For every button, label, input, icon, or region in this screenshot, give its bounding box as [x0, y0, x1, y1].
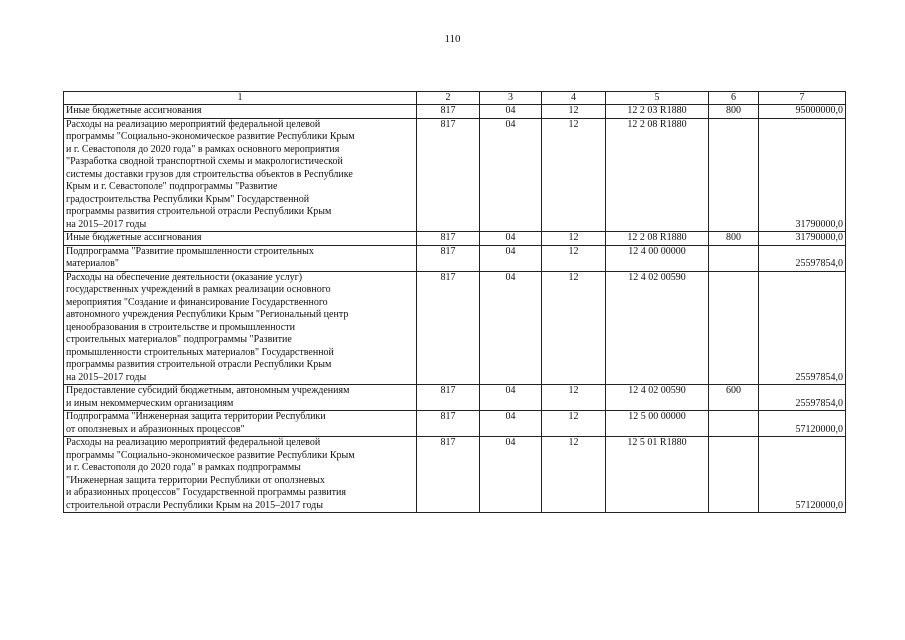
row-section-code: 04 — [480, 385, 542, 411]
row-target-article: 12 4 02 00590 — [606, 271, 709, 385]
row-subsection-code: 12 — [542, 105, 606, 119]
description-line: Предоставление субсидий бюджетным, автономным учреждениям — [66, 385, 350, 396]
table-row — [64, 245, 846, 271]
row-description — [64, 411, 417, 437]
description-line: материалов" — [66, 258, 119, 269]
row-expense-type — [709, 245, 759, 271]
description-line: и абразионных процессов" Государственной программы развития — [66, 487, 346, 498]
description-line: на 2015–2017 годы — [66, 218, 147, 230]
description-line: мероприятия "Создание и финансирование Государственного — [66, 296, 328, 308]
description-line: ценообразования в строительстве и промышленности — [66, 321, 295, 333]
row-amount: 25597854,0 — [759, 385, 846, 411]
row-description — [64, 245, 417, 271]
header-col-2: 2 — [417, 92, 480, 105]
row-amount: 57120000,0 — [759, 437, 846, 513]
row-description — [64, 271, 417, 385]
table-row — [64, 411, 846, 437]
description-line: промышленности строительных материалов" Государственной — [66, 346, 334, 358]
row-ministry-code: 817 — [417, 118, 480, 232]
row-expense-type — [709, 271, 759, 385]
description-line: и г. Севастополя до 2020 года" в рамках подпрограммы — [66, 462, 301, 473]
table-row — [64, 385, 846, 411]
description-line: государственных учреждений в рамках реализации основного — [66, 284, 331, 295]
row-subsection-code: 12 — [542, 411, 606, 437]
description-line: программы развития строительной отрасли Республики Крым — [66, 359, 332, 370]
row-amount: 95000000,0 — [759, 105, 846, 119]
row-section-code: 04 — [480, 437, 542, 513]
description-line: строительной отрасли Республики Крым на 2015–2017 годы — [66, 499, 323, 511]
header-col-6: 6 — [709, 92, 759, 105]
description-line: программы "Социально-экономическое развитие Республики Крым — [66, 449, 355, 461]
header-col-5: 5 — [606, 92, 709, 105]
row-subsection-code: 12 — [542, 437, 606, 513]
row-target-article: 12 5 00 00000 — [606, 411, 709, 437]
row-description — [64, 105, 417, 119]
table-row — [64, 271, 846, 385]
header-col-7: 7 — [759, 92, 846, 105]
row-amount: 31790000,0 — [759, 118, 846, 232]
description-line: Расходы на реализацию мероприятий федеральной целевой — [66, 118, 321, 130]
description-line: Иные бюджетные ассигнования — [66, 232, 202, 243]
row-subsection-code: 12 — [542, 118, 606, 232]
row-ministry-code: 817 — [417, 271, 480, 385]
row-amount: 25597854,0 — [759, 245, 846, 271]
description-line: на 2015–2017 годы — [66, 371, 147, 383]
row-section-code: 04 — [480, 232, 542, 246]
row-ministry-code: 817 — [417, 105, 480, 119]
row-amount: 25597854,0 — [759, 271, 846, 385]
description-line: и иным некоммерческим организациям — [66, 397, 234, 409]
row-expense-type: 600 — [709, 385, 759, 411]
row-target-article: 12 4 00 00000 — [606, 245, 709, 271]
row-description — [64, 385, 417, 411]
description-line: "Разработка сводной транспортной схемы и макрологистической — [66, 156, 343, 167]
row-description — [64, 232, 417, 246]
row-section-code: 04 — [480, 105, 542, 119]
row-section-code: 04 — [480, 245, 542, 271]
row-description — [64, 118, 417, 232]
row-section-code: 04 — [480, 411, 542, 437]
description-line: Подпрограмма "Инженерная защита территории Республики — [66, 411, 326, 422]
row-expense-type — [709, 437, 759, 513]
table-row — [64, 105, 846, 119]
row-expense-type: 800 — [709, 232, 759, 246]
table-header-row — [64, 92, 846, 105]
description-line: Крым и г. Севастополе" подпрограммы "Развитие — [66, 181, 278, 192]
header-col-4: 4 — [542, 92, 606, 105]
row-target-article: 12 2 03 R1880 — [606, 105, 709, 119]
row-target-article: 12 2 08 R1880 — [606, 118, 709, 232]
row-target-article: 12 4 02 00590 — [606, 385, 709, 411]
row-expense-type: 800 — [709, 105, 759, 119]
row-ministry-code: 817 — [417, 385, 480, 411]
row-subsection-code: 12 — [542, 271, 606, 385]
row-subsection-code: 12 — [542, 245, 606, 271]
row-amount: 57120000,0 — [759, 411, 846, 437]
table-row — [64, 118, 846, 232]
row-subsection-code: 12 — [542, 232, 606, 246]
description-line: градостроительства Республики Крым" Государственной — [66, 193, 310, 205]
row-ministry-code: 817 — [417, 232, 480, 246]
budget-table — [63, 91, 846, 513]
row-section-code: 04 — [480, 118, 542, 232]
row-ministry-code: 817 — [417, 411, 480, 437]
description-line: "Инженерная защита территории Республики от оползневых — [66, 474, 325, 486]
row-section-code: 04 — [480, 271, 542, 385]
row-target-article: 12 5 01 R1880 — [606, 437, 709, 513]
description-line: системы доставки грузов для строительства объектов в Республике — [66, 168, 353, 180]
header-col-3: 3 — [480, 92, 542, 105]
description-line: программы развития строительной отрасли Республики Крым — [66, 206, 332, 217]
row-expense-type — [709, 411, 759, 437]
row-amount: 31790000,0 — [759, 232, 846, 246]
description-line: Подпрограмма "Развитие промышленности строительных — [66, 245, 314, 257]
description-line: Расходы на обеспечение деятельности (оказание услуг) — [66, 271, 303, 283]
description-line: строительных материалов" подпрограммы "Развитие — [66, 334, 292, 345]
row-expense-type — [709, 118, 759, 232]
row-target-article: 12 2 08 R1880 — [606, 232, 709, 246]
description-line: и г. Севастополя до 2020 года" в рамках основного мероприятия — [66, 143, 340, 155]
description-line: автономного учреждения Республики Крым "Региональный центр — [66, 309, 349, 320]
row-ministry-code: 817 — [417, 245, 480, 271]
description-line: программы "Социально-экономическое развитие Республики Крым — [66, 131, 355, 142]
description-line: Иные бюджетные ассигнования — [66, 105, 202, 116]
table-row — [64, 437, 846, 513]
description-line: от оползневых и абразионных процессов" — [66, 423, 245, 435]
row-subsection-code: 12 — [542, 385, 606, 411]
description-line: Расходы на реализацию мероприятий федеральной целевой — [66, 437, 321, 448]
table-row — [64, 232, 846, 246]
row-description — [64, 437, 417, 513]
header-col-1: 1 — [64, 92, 417, 105]
page-number: 110 — [444, 33, 461, 45]
row-ministry-code: 817 — [417, 437, 480, 513]
